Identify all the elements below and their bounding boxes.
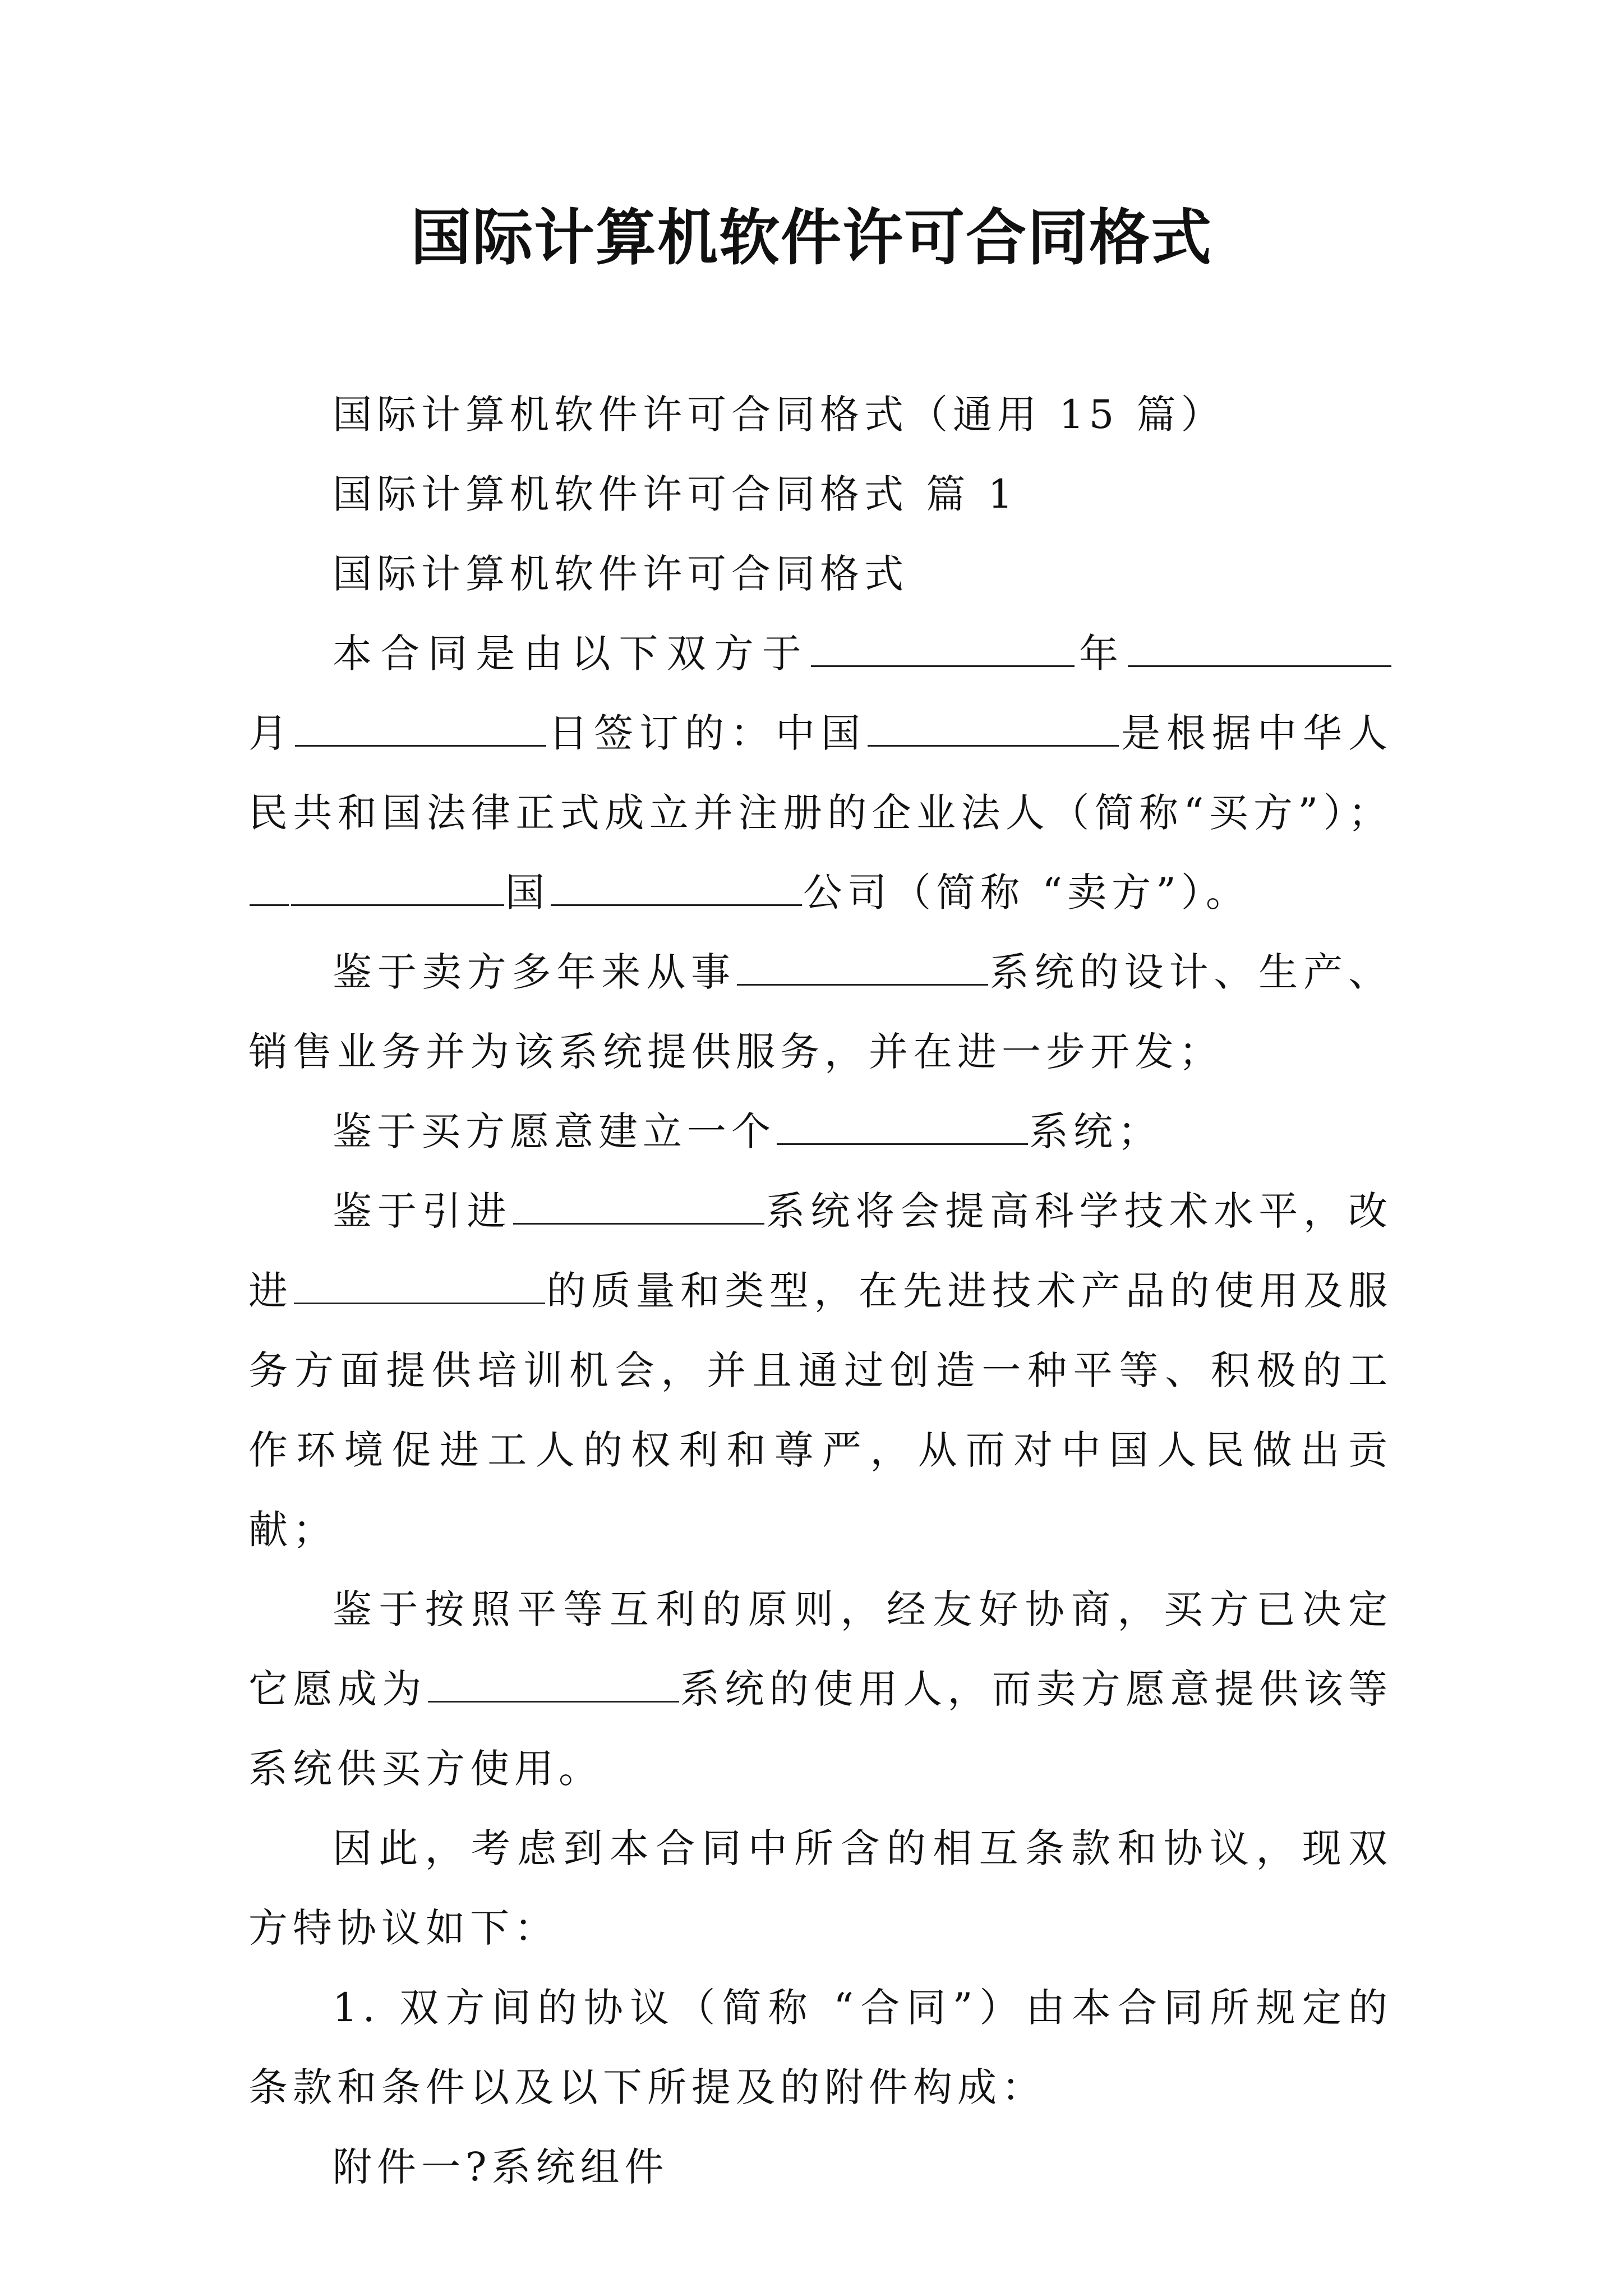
text-segment: 系统；: [1029, 1108, 1162, 1154]
text-segment: 国: [505, 869, 550, 915]
paragraph-mutual-benefit: [248, 1570, 1393, 1809]
text-segment: 日签订的：中国: [547, 710, 866, 756]
text-segment: 鉴于按照平等互利的原则，经友好协商，买方已决定它愿成为: [248, 1586, 1393, 1712]
text-segment: 月: [248, 710, 294, 756]
text-segment: 系统的设计、生产、销售业务并为该系统提供服务，并在进一步开发；: [248, 949, 1393, 1075]
document-body: [248, 375, 1393, 2207]
blank-line: [551, 869, 802, 906]
blank-line: [295, 710, 546, 747]
paragraph-parties: [248, 614, 1393, 932]
blank-line: [811, 631, 1075, 667]
heading-line: 国际计算机软件许可合同格式: [333, 551, 909, 597]
blank-line: [737, 949, 988, 986]
text-segment: 本合同是由以下双方于: [333, 631, 810, 677]
blank-line: [250, 869, 289, 906]
paragraph-agreement: 因此，考虑到本合同中所含的相互条款和协议，现双方特协议如下：: [248, 1825, 1393, 1951]
blank-line: [777, 1108, 1028, 1145]
blank-line: [1128, 631, 1391, 667]
chapter-line: 国际计算机软件许可合同格式 篇 1: [333, 471, 1018, 517]
text-segment: 是根据中华人民共和国法律正式成立并注册的企业法人（简称“买方”）；: [248, 710, 1393, 836]
paragraph-introduction-benefits: [248, 1171, 1393, 1570]
blank-line: [868, 710, 1119, 747]
paragraph-buyer-intent: [248, 1092, 1393, 1171]
blank-line: [294, 1268, 545, 1304]
text-segment: 系统的使用人，而卖方愿意提供该等系统供买方使用。: [248, 1666, 1393, 1792]
text-segment: 的质量和类型，在先进技术产品的使用及服务方面提供培训机会，并且通过创造一种平等、积极的工作环境促进工人的权利和尊严，从而对中国人民做出贡献；: [248, 1268, 1393, 1553]
annex-1: 附件一?系统组件: [333, 2144, 669, 2190]
paragraph-seller-business: [248, 932, 1393, 1092]
subtitle-line: 国际计算机软件许可合同格式（通用 15 篇）: [333, 392, 1225, 438]
text-segment: 公司（简称 “卖方”）。: [803, 869, 1250, 915]
text-segment: 鉴于买方愿意建立一个: [333, 1108, 776, 1154]
clause-1: 1. 双方间的协议（简称 “合同”）由本合同所规定的条款和条件以及以下所提及的附件构成：: [248, 1985, 1393, 2110]
text-segment: 鉴于卖方多年来从事: [333, 949, 736, 995]
text-segment: 鉴于引进: [333, 1188, 512, 1234]
blank-line: [291, 869, 504, 906]
blank-line: [513, 1188, 764, 1225]
text-segment: 年: [1075, 631, 1127, 677]
text-segment: 系统将会提高科学技术水平，改进: [248, 1188, 1393, 1314]
blank-line: [428, 1666, 679, 1703]
document-title: 国际计算机软件许可合同格式: [410, 203, 1212, 273]
